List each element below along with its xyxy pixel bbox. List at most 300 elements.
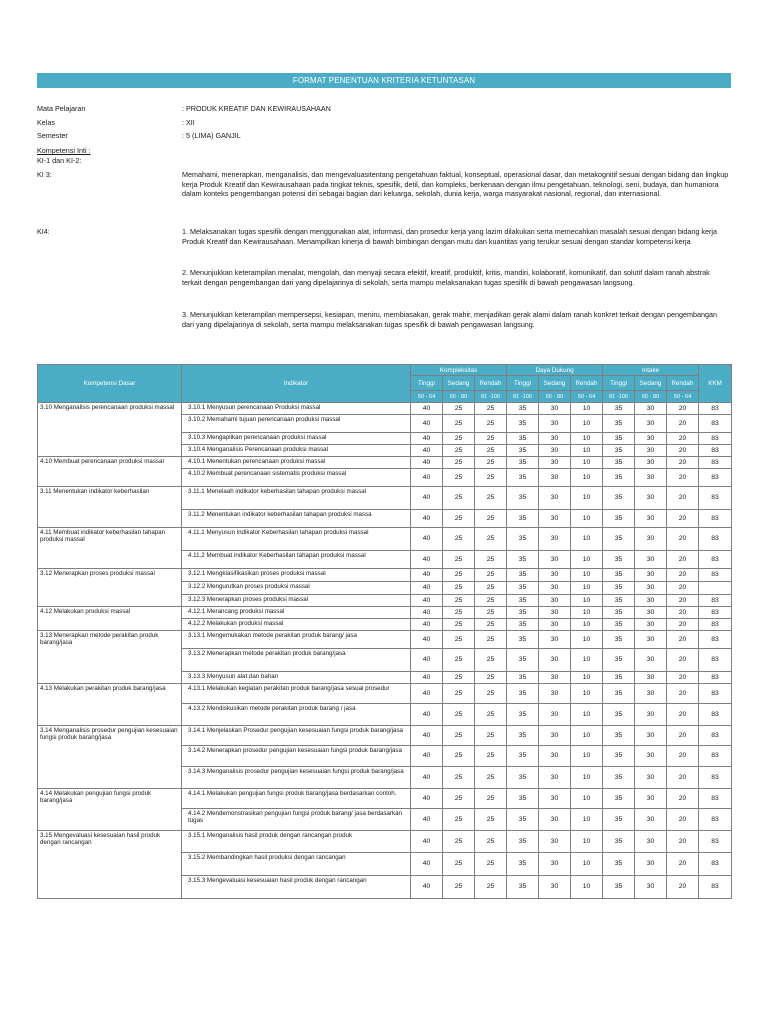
score-cell: 35 [507, 876, 539, 899]
kkm-cell: 83 [699, 551, 732, 569]
score-cell: 40 [411, 457, 443, 469]
score-cell: 25 [475, 853, 507, 876]
score-cell: 25 [443, 831, 475, 853]
table-row [38, 457, 732, 469]
ki4-label: KI4: [37, 227, 50, 236]
kkm-cell: 83 [699, 415, 732, 433]
header-range: 50 - 64 [411, 391, 443, 403]
kompetensi-dasar-cell: 4.11 Membuat indikator keberhasilan tahapan produksi massal [38, 528, 182, 569]
indikator-cell: 3.14.2 Menerapkan prosedur pengujian kesesuaian fungsi produk barang/jasa [182, 746, 411, 767]
table-row [38, 789, 732, 809]
header-level: Rendah [667, 376, 699, 391]
kkm-cell: 83 [699, 510, 732, 528]
score-cell: 30 [539, 457, 571, 469]
score-cell: 30 [539, 672, 571, 684]
score-cell: 40 [411, 551, 443, 569]
kkm-cell: 83 [699, 403, 732, 415]
kkm-cell: 83 [699, 649, 732, 672]
score-cell: 25 [443, 445, 475, 457]
score-cell: 35 [603, 445, 635, 457]
kkm-cell: 83 [699, 619, 732, 631]
score-cell: 35 [507, 809, 539, 831]
score-cell: 35 [603, 876, 635, 899]
score-cell: 25 [475, 607, 507, 619]
header-indikator: Indikator [182, 365, 411, 403]
score-cell: 20 [667, 510, 699, 528]
score-cell: 20 [667, 672, 699, 684]
score-cell: 10 [571, 457, 603, 469]
score-cell: 35 [603, 649, 635, 672]
score-cell: 10 [571, 619, 603, 631]
score-cell: 30 [635, 631, 667, 649]
score-cell: 35 [507, 551, 539, 569]
score-cell: 35 [507, 831, 539, 853]
score-cell: 10 [571, 595, 603, 607]
score-cell: 10 [571, 831, 603, 853]
score-cell: 40 [411, 403, 443, 415]
header-range: 81 -100 [603, 391, 635, 403]
score-cell: 25 [475, 704, 507, 726]
score-cell: 10 [571, 510, 603, 528]
score-cell: 25 [475, 528, 507, 551]
indikator-cell: 4.14.2 Mendemonstrasikan pengujian fungsi produk barang/ jasa berdasarkan tugas [182, 809, 411, 831]
score-cell: 10 [571, 403, 603, 415]
score-cell: 25 [475, 649, 507, 672]
score-cell: 35 [507, 631, 539, 649]
kkm-cell [699, 582, 732, 595]
kompetensi-dasar-cell: 3.13 Menerapkan metode perakitan produk barang/jasa [38, 631, 182, 684]
score-cell: 20 [667, 415, 699, 433]
score-cell: 25 [475, 510, 507, 528]
score-cell: 25 [475, 726, 507, 746]
score-cell: 25 [443, 433, 475, 445]
score-cell: 40 [411, 876, 443, 899]
score-cell: 30 [635, 789, 667, 809]
kkm-cell: 83 [699, 631, 732, 649]
score-cell: 35 [603, 809, 635, 831]
score-cell: 20 [667, 876, 699, 899]
indikator-cell: 3.13.2 Menerapkan metode perakitan produk barang/jasa [182, 649, 411, 672]
score-cell: 25 [475, 789, 507, 809]
score-cell: 25 [443, 487, 475, 510]
score-cell: 40 [411, 415, 443, 433]
score-cell: 35 [603, 457, 635, 469]
score-cell: 20 [667, 767, 699, 789]
score-cell: 30 [635, 672, 667, 684]
score-cell: 35 [603, 595, 635, 607]
score-cell: 35 [603, 619, 635, 631]
score-cell: 25 [475, 487, 507, 510]
score-cell: 30 [539, 607, 571, 619]
page-title: FORMAT PENENTUAN KRITERIA KETUNTASAN [37, 73, 731, 88]
score-cell: 30 [635, 469, 667, 487]
score-cell: 25 [443, 789, 475, 809]
score-cell: 20 [667, 595, 699, 607]
score-cell: 20 [667, 809, 699, 831]
indikator-cell: 4.11.1 Menyusun indikator Keberhasilan tahapan produksi massal [182, 528, 411, 551]
score-cell: 30 [539, 528, 571, 551]
meta-value: : 5 (LIMA) GANJIL [182, 131, 241, 140]
kompetensi-dasar-cell: 3.10 Menganalisis perencanaan produksi massal [38, 403, 182, 457]
kkm-cell: 83 [699, 457, 732, 469]
indikator-cell: 3.13.1 Mengemukakan metode perakitan produk barang/ jasa [182, 631, 411, 649]
score-cell: 10 [571, 433, 603, 445]
score-cell: 25 [443, 510, 475, 528]
score-cell: 25 [443, 582, 475, 595]
score-cell: 40 [411, 528, 443, 551]
score-cell: 30 [635, 649, 667, 672]
score-cell: 10 [571, 551, 603, 569]
score-cell: 20 [667, 726, 699, 746]
table-row [38, 569, 732, 582]
header-kkm: KKM [699, 365, 732, 403]
kkm-cell: 83 [699, 595, 732, 607]
score-cell: 10 [571, 809, 603, 831]
header-range: 65 - 80 [635, 391, 667, 403]
kkm-cell: 83 [699, 746, 732, 767]
score-cell: 30 [539, 876, 571, 899]
score-cell: 35 [507, 433, 539, 445]
kkm-cell: 83 [699, 726, 732, 746]
score-cell: 30 [635, 746, 667, 767]
indikator-cell: 3.10.3 Mengaplikan perencanaan produksi massal [182, 433, 411, 445]
score-cell: 30 [539, 487, 571, 510]
score-cell: 20 [667, 528, 699, 551]
score-cell: 20 [667, 582, 699, 595]
score-cell: 30 [539, 649, 571, 672]
ki4-item-1: 1. Melaksanakan tugas spesifik dengan menggunakan alat, informasi, dan prosedur kerja yang lazim dilakukan serta memecahkan masalah sesuai dengan bidang kerja Produk Kreatif dan Kewirausahaan. Menampilkan kinerja di bawah bimbingan dengan mutu dan kuantitas yang terukur sesuai dengan standar kompetensi kerja [182, 227, 717, 246]
score-cell: 30 [635, 445, 667, 457]
score-cell: 10 [571, 789, 603, 809]
kkm-cell: 83 [699, 607, 732, 619]
score-cell: 30 [635, 403, 667, 415]
score-cell: 25 [443, 767, 475, 789]
score-cell: 25 [443, 415, 475, 433]
score-cell: 35 [603, 469, 635, 487]
score-cell: 30 [539, 684, 571, 704]
kkm-cell: 83 [699, 445, 732, 457]
meta-label: Mata Pelajaran [37, 104, 86, 113]
score-cell: 40 [411, 746, 443, 767]
indikator-cell: 3.14.3 Menganalisis prosedur pengujian kesesuaian fungsi produk barang/jasa [182, 767, 411, 789]
score-cell: 25 [443, 672, 475, 684]
kkm-cell: 83 [699, 684, 732, 704]
score-cell: 30 [635, 433, 667, 445]
score-cell: 40 [411, 684, 443, 704]
score-cell: 20 [667, 619, 699, 631]
score-cell: 25 [475, 809, 507, 831]
meta-value: : XII [182, 118, 195, 127]
score-cell: 35 [507, 415, 539, 433]
table-row [38, 403, 732, 415]
score-cell: 35 [603, 433, 635, 445]
score-cell: 35 [507, 457, 539, 469]
header-level: Tinggi [603, 376, 635, 391]
score-cell: 40 [411, 809, 443, 831]
indikator-cell: 4.13.1 Melakukan kegiatan perakitan produk barang/jasa sesuai prosedur [182, 684, 411, 704]
score-cell: 20 [667, 569, 699, 582]
score-cell: 35 [603, 607, 635, 619]
score-cell: 10 [571, 528, 603, 551]
indikator-cell: 3.11.2 Menentukan indikator keberhasilan tahapan produksi massa [182, 510, 411, 528]
score-cell: 40 [411, 767, 443, 789]
kompetensi-dasar-cell: 3.11 Menentukan indikator keberhasilan [38, 487, 182, 528]
score-cell: 10 [571, 704, 603, 726]
score-cell: 35 [603, 853, 635, 876]
score-cell: 35 [507, 853, 539, 876]
score-cell: 40 [411, 831, 443, 853]
header-kompleksitas: Kompleksitas [411, 365, 507, 376]
score-cell: 10 [571, 415, 603, 433]
score-cell: 20 [667, 445, 699, 457]
table-row [38, 607, 732, 619]
score-cell: 30 [635, 619, 667, 631]
score-cell: 30 [635, 582, 667, 595]
score-cell: 35 [603, 831, 635, 853]
score-cell: 40 [411, 649, 443, 672]
score-cell: 40 [411, 445, 443, 457]
score-cell: 30 [635, 595, 667, 607]
score-cell: 30 [539, 726, 571, 746]
kompetensi-dasar-cell: 4.10 Membuat perencanaan produksi massal [38, 457, 182, 487]
score-cell: 25 [475, 876, 507, 899]
kkm-cell: 83 [699, 569, 732, 582]
kkm-cell: 83 [699, 876, 732, 899]
score-cell: 10 [571, 487, 603, 510]
score-cell: 25 [475, 746, 507, 767]
score-cell: 30 [635, 704, 667, 726]
kompetensi-dasar-cell: 3.12 Menerapkan proses produksi massal [38, 569, 182, 607]
header-level: Sedang [635, 376, 667, 391]
score-cell: 25 [443, 649, 475, 672]
score-cell: 35 [507, 789, 539, 809]
kkm-cell: 83 [699, 853, 732, 876]
score-cell: 20 [667, 433, 699, 445]
score-cell: 25 [443, 551, 475, 569]
score-cell: 10 [571, 649, 603, 672]
kkm-cell: 83 [699, 469, 732, 487]
score-cell: 40 [411, 582, 443, 595]
score-cell: 25 [475, 403, 507, 415]
score-cell: 35 [507, 649, 539, 672]
score-cell: 35 [603, 684, 635, 704]
header-kompetensi-dasar: Kompetensi Dasar [38, 365, 182, 403]
score-cell: 30 [635, 876, 667, 899]
meta-label: Kelas [37, 118, 55, 127]
score-cell: 25 [475, 457, 507, 469]
score-cell: 35 [603, 704, 635, 726]
score-cell: 40 [411, 510, 443, 528]
ki3-text: Memahami, menerapkan, menganalisis, dan mengevaluasitentang pengetahuan faktual, konseptual, operasional dasar, dan metakognitif sesuai dengan bidang dan lingkup kerja Produk Kreatif dan Kewirausahaan pada tingkat teknis, spesifik, detil, dan kompleks, berkenaan dengan ilmu pengetahuan, teknologi, seni, budaya, dan humaniora dalam konteks pengembangan potensi diri sebagai bagian dari keluarga, sekolah, dunia kerja, warga masyarakat nasional, regional, dan internasional. [182, 170, 729, 199]
score-cell: 20 [667, 403, 699, 415]
kkm-table-body [38, 403, 732, 899]
header-range: 81 -100 [475, 391, 507, 403]
score-cell: 25 [475, 831, 507, 853]
indikator-cell: 3.11.1 Menelaah indikator keberhasilan tahapan produksi massal [182, 487, 411, 510]
kkm-cell: 83 [699, 809, 732, 831]
score-cell: 35 [603, 672, 635, 684]
indikator-cell: 3.15.1 Menganalisis hasil produk dengan rancangan produk [182, 831, 411, 853]
score-cell: 25 [443, 704, 475, 726]
table-row [38, 726, 732, 746]
score-cell: 25 [443, 726, 475, 746]
kkm-table [37, 364, 732, 899]
score-cell: 30 [539, 415, 571, 433]
meta-label: Semester [37, 131, 68, 140]
kompetensi-dasar-cell: 4.13 Melakukan perakitan produk barang/jasa [38, 684, 182, 726]
score-cell: 20 [667, 607, 699, 619]
score-cell: 20 [667, 649, 699, 672]
kompetensi-inti-title: Kompetensi Inti : [37, 146, 91, 155]
indikator-cell: 3.10.2 Memahami tujuan perencanaan produksi massal [182, 415, 411, 433]
score-cell: 40 [411, 619, 443, 631]
kkm-cell: 83 [699, 672, 732, 684]
score-cell: 35 [603, 789, 635, 809]
indikator-cell: 3.12.2 Mengurutkan proses produksi massal [182, 582, 411, 595]
indikator-cell: 3.15.2 Membandingkan hasil produksi dengan rancangan [182, 853, 411, 876]
score-cell: 35 [603, 415, 635, 433]
score-cell: 30 [539, 445, 571, 457]
score-cell: 40 [411, 726, 443, 746]
header-range: 65 - 80 [539, 391, 571, 403]
score-cell: 35 [507, 726, 539, 746]
score-cell: 30 [635, 767, 667, 789]
score-cell: 25 [475, 469, 507, 487]
score-cell: 30 [539, 582, 571, 595]
score-cell: 20 [667, 746, 699, 767]
table-row [38, 528, 732, 551]
score-cell: 20 [667, 704, 699, 726]
indikator-cell: 4.10.1 Menentukan perencanaan produksi massal [182, 457, 411, 469]
score-cell: 25 [475, 631, 507, 649]
score-cell: 30 [539, 569, 571, 582]
score-cell: 10 [571, 726, 603, 746]
score-cell: 35 [603, 403, 635, 415]
indikator-cell: 4.12.1 Merancang produksi massal [182, 607, 411, 619]
score-cell: 30 [539, 469, 571, 487]
score-cell: 35 [507, 528, 539, 551]
score-cell: 25 [443, 684, 475, 704]
kompetensi-dasar-cell: 4.14 Melakukan pengujian fungsi produk barang/jasa [38, 789, 182, 831]
kkm-cell: 83 [699, 433, 732, 445]
score-cell: 20 [667, 551, 699, 569]
score-cell: 25 [443, 469, 475, 487]
score-cell: 10 [571, 582, 603, 595]
indikator-cell: 4.14.1 Melakukan pengujian fungsi produk barang/jasa berdasarkan contoh. [182, 789, 411, 809]
score-cell: 25 [475, 684, 507, 704]
header-level: Tinggi [507, 376, 539, 391]
score-cell: 30 [635, 415, 667, 433]
kompetensi-dasar-cell: 3.14 Menganalisis prosedur pengujian kesesuaian fungsi produk barang/jasa [38, 726, 182, 789]
header-level: Rendah [571, 376, 603, 391]
score-cell: 10 [571, 631, 603, 649]
score-cell: 35 [507, 403, 539, 415]
indikator-cell: 3.10.4 Menganalisis Perencanaan produksi massal [182, 445, 411, 457]
score-cell: 30 [539, 809, 571, 831]
score-cell: 35 [507, 569, 539, 582]
score-cell: 25 [443, 528, 475, 551]
score-cell: 30 [635, 528, 667, 551]
score-cell: 35 [603, 569, 635, 582]
score-cell: 30 [539, 704, 571, 726]
kkm-cell: 83 [699, 767, 732, 789]
score-cell: 35 [603, 487, 635, 510]
header-range: 65 - 80 [443, 391, 475, 403]
score-cell: 20 [667, 469, 699, 487]
score-cell: 35 [507, 607, 539, 619]
score-cell: 30 [635, 853, 667, 876]
score-cell: 10 [571, 445, 603, 457]
score-cell: 35 [603, 582, 635, 595]
indikator-cell: 3.14.1 Menjelaskan Prosedur pengujian kesesuaian fungsi produk barang/jasa [182, 726, 411, 746]
table-row [38, 831, 732, 853]
score-cell: 40 [411, 607, 443, 619]
score-cell: 40 [411, 469, 443, 487]
indikator-cell: 3.13.3 Menyusun alat dan bahan [182, 672, 411, 684]
score-cell: 20 [667, 789, 699, 809]
score-cell: 10 [571, 607, 603, 619]
score-cell: 40 [411, 631, 443, 649]
score-cell: 10 [571, 569, 603, 582]
score-cell: 25 [443, 876, 475, 899]
score-cell: 25 [475, 569, 507, 582]
table-row [38, 631, 732, 649]
score-cell: 20 [667, 853, 699, 876]
score-cell: 30 [635, 726, 667, 746]
kompetensi-dasar-cell: 3.15 Mengevaluasi kesesuaian hasil produk dengan rancangan [38, 831, 182, 899]
score-cell: 25 [475, 672, 507, 684]
score-cell: 30 [539, 551, 571, 569]
indikator-cell: 3.12.3 Menerapkan proses produksi massal [182, 595, 411, 607]
score-cell: 40 [411, 487, 443, 510]
score-cell: 30 [635, 684, 667, 704]
ki12-label: KI-1 dan KI-2: [37, 156, 82, 165]
score-cell: 30 [539, 789, 571, 809]
score-cell: 10 [571, 684, 603, 704]
header-intake: Intake [603, 365, 699, 376]
score-cell: 40 [411, 853, 443, 876]
score-cell: 30 [539, 631, 571, 649]
kkm-cell: 83 [699, 789, 732, 809]
score-cell: 35 [507, 619, 539, 631]
indikator-cell: 3.12.1 Mengklasifikasikan proses produksi massal [182, 569, 411, 582]
kkm-cell: 83 [699, 704, 732, 726]
score-cell: 25 [443, 619, 475, 631]
header-range: 50 - 64 [571, 391, 603, 403]
ki3-label: KI 3: [37, 170, 52, 179]
header-level: Sedang [539, 376, 571, 391]
score-cell: 40 [411, 789, 443, 809]
score-cell: 35 [507, 746, 539, 767]
indikator-cell: 4.13.2 Mendiskusikan metode perakitan produk barang / jasa [182, 704, 411, 726]
score-cell: 10 [571, 876, 603, 899]
score-cell: 30 [635, 809, 667, 831]
score-cell: 30 [539, 619, 571, 631]
score-cell: 30 [635, 831, 667, 853]
score-cell: 40 [411, 704, 443, 726]
score-cell: 35 [507, 595, 539, 607]
meta-value: : PRODUK KREATIF DAN KEWIRAUSAHAAN [182, 104, 331, 113]
score-cell: 40 [411, 672, 443, 684]
score-cell: 10 [571, 853, 603, 876]
score-cell: 25 [475, 415, 507, 433]
score-cell: 30 [635, 457, 667, 469]
score-cell: 35 [603, 631, 635, 649]
header-level: Sedang [443, 376, 475, 391]
score-cell: 35 [507, 767, 539, 789]
score-cell: 35 [507, 510, 539, 528]
score-cell: 35 [603, 726, 635, 746]
